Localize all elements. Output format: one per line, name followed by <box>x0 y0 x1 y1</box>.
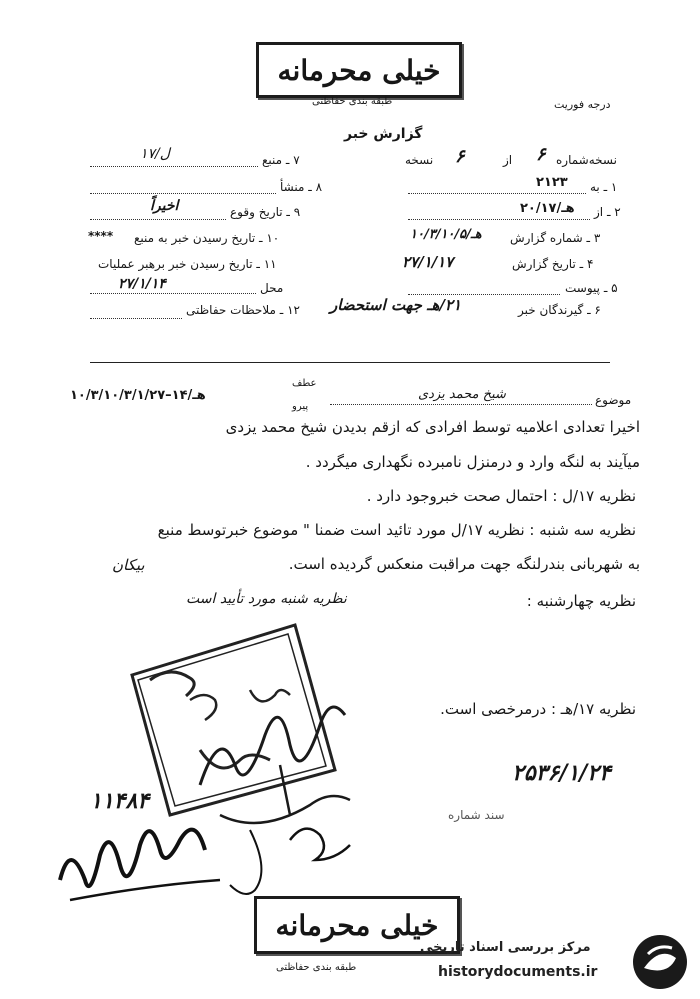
field-location-line <box>90 293 256 294</box>
field-attachment-label: ۵ ـ پیوست <box>565 281 618 295</box>
field-from-label: ۲ ـ از <box>594 205 621 219</box>
field-source-label: ۷ ـ منبع <box>262 153 300 167</box>
body-line-3: نظریه ۱۷/ل : احتمال صحت خبروجود دارد . <box>366 487 636 505</box>
field-copy-of-label: از <box>503 153 513 167</box>
field-location-label: محل <box>260 281 284 295</box>
subject-value: شیخ محمد یزدی <box>418 387 506 402</box>
partial-stamp-text: سند شماره <box>448 808 505 822</box>
field-leader-receipt-label: ۱۱ ـ تاریخ رسیدن خبر برهبر عملیات <box>98 257 277 271</box>
top-classification-stamp <box>256 42 462 98</box>
header-divider <box>90 362 610 363</box>
handwritten-date: ۲۵۳۶/۱/۲۴ <box>512 760 611 786</box>
watermark-site: historydocuments.ir <box>438 964 598 980</box>
atf-label: عطف <box>292 378 317 389</box>
field-event-date-label: ۹ ـ تاریخ وقوع <box>230 205 301 219</box>
field-security-notes-label: ۱۲ ـ ملاحظات حفاظتی <box>186 303 300 317</box>
field-source-receipt-value: **** <box>88 229 114 243</box>
field-report-number-label: ۳ ـ شماره گزارش <box>510 231 601 245</box>
field-report-date-value: ۲۷/۱/۱۷ <box>402 253 454 271</box>
field-source-line <box>90 166 258 167</box>
body-line-5: به شهربانی بندرلنگه جهت مراقبت منعکس گردیده است. <box>288 555 640 573</box>
field-from-line <box>408 219 590 220</box>
field-to-label: ۱ ـ به <box>590 180 618 194</box>
field-report-date-label: ۴ ـ تاریخ گزارش <box>512 257 594 271</box>
field-source-receipt-label: ۱۰ ـ تاریخ رسیدن خبر به منبع <box>134 231 280 245</box>
field-copy-number-label: نسخه‌شماره <box>556 153 617 167</box>
field-to-line <box>408 193 586 194</box>
field-to-value: ۲۱۲۳ <box>536 175 568 190</box>
handwritten-wednesday-note: نظریه شنبه مورد تأیید است <box>186 591 347 607</box>
field-copy-suffix: نسخه <box>405 153 434 167</box>
field-origin-line <box>90 193 276 194</box>
bottom-classification-caption: طبقه بندی حفاظتی <box>276 962 357 973</box>
field-copy-number-value: ۶ <box>536 144 546 165</box>
subject-reference: ۱۰/۳/۱۰/هـ/۱۴–۳/۱/۲۷ <box>70 388 206 403</box>
body-line-7: نظریه ۱۷/هـ : درمرخصی است. <box>440 700 636 718</box>
field-security-notes-line <box>90 318 182 319</box>
field-report-number-value: ۱۰/۳/۱۰/هـ/۵ <box>410 227 482 242</box>
body-line-2: میآیند به لنگه وارد و درمنزل نامبرده نگهداری میگردد . <box>305 453 640 471</box>
priority-label: درجه فوریت <box>554 98 611 111</box>
body-line-6: نظریه چهارشنبه : <box>526 592 636 610</box>
field-origin-label: ۸ ـ منشأ <box>280 180 323 194</box>
field-event-date-value: اخیراً <box>150 198 179 214</box>
report-title: گزارش خبر <box>344 126 423 142</box>
field-recipients-value: ۲۱/هـ جهت استحضار <box>330 296 462 314</box>
body-line-4: نظریه سه شنبه : نظریه ۱۷/ل مورد تائید است ضمنا " موضوع خبرتوسط منبع <box>157 521 636 539</box>
subject-label: موضوع <box>595 393 632 407</box>
handwritten-signature-note: بیکان <box>112 556 145 574</box>
archive-number: ۱۱۴۸۴ <box>90 788 150 814</box>
field-source-value: ۱۷/ل <box>140 146 170 162</box>
field-recipients-label: ۶ ـ گیرندگان خبر <box>518 303 601 317</box>
bottom-classification-text: خیلی محرمانه <box>275 908 439 942</box>
field-from-value: ۲۰/۱۷/هـ <box>520 201 575 216</box>
field-location-value: ۲۷/۱/۱۴ <box>118 276 166 292</box>
field-event-date-line <box>90 219 226 220</box>
body-line-1: اخیرا تعدادی اعلامیه توسط افرادی که ازقم بدیدن شیخ محمد یزدی <box>225 418 640 436</box>
subject-line <box>330 404 592 405</box>
peyro-label: پیرو <box>292 401 309 412</box>
field-attachment-line <box>408 294 560 295</box>
watermark-title: مرکز بررسی اسناد تاریخی <box>420 940 591 955</box>
watermark-logo-icon <box>630 932 690 992</box>
top-classification-caption: طبقه بندی حفاظتی <box>312 96 393 107</box>
top-classification-text: خیلی محرمانه <box>277 53 441 87</box>
field-copy-of-value: ۶ <box>455 146 465 167</box>
